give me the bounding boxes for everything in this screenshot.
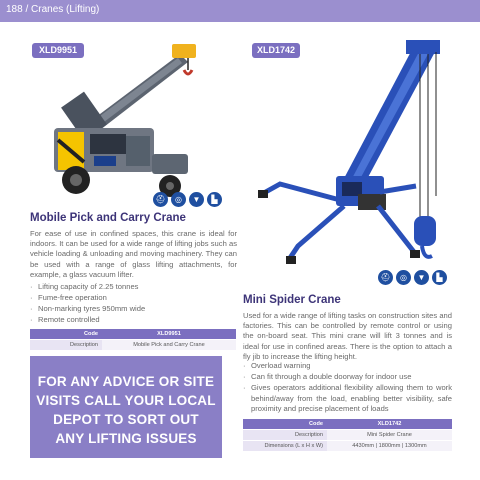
spec-value: XLD1742 <box>327 419 452 430</box>
advice-line: VISITS CALL YOUR LOCAL <box>36 393 216 408</box>
page-header <box>0 0 480 22</box>
breadcrumb: 188 / Cranes (Lifting) <box>6 4 100 15</box>
table-row <box>30 329 236 340</box>
feature-item: · Overload warning <box>243 361 452 371</box>
ppe-icons-left <box>153 192 222 207</box>
spec-label: Description <box>243 430 327 441</box>
mini-spider-crane-image <box>240 36 460 276</box>
product-title: Mini Spider Crane <box>243 294 341 306</box>
feature-item: · Remote controlled <box>30 314 237 325</box>
product-code-badge: XLD9951 <box>32 43 84 58</box>
spec-value: Mobile Pick and Carry Crane <box>102 340 236 351</box>
advice-banner <box>30 356 222 458</box>
table-row <box>30 340 236 351</box>
hard-hat-icon: ⛑ <box>378 270 393 285</box>
feature-item: · Gives operators additional flexibility allowing them to work behind/away from the load, enabling better visibility, safe proximity and precise placement of loads <box>243 383 452 414</box>
advice-text <box>30 372 222 448</box>
feature-item: · Fume-free operation <box>30 292 237 303</box>
hard-hat-icon: ⛑ <box>153 192 168 207</box>
spec-value: XLD9951 <box>102 329 236 340</box>
spec-label: Description <box>30 340 102 351</box>
pick-and-carry-crane-image <box>30 36 230 204</box>
feature-list <box>243 361 452 414</box>
safety-boots-icon: ▙ <box>207 192 222 207</box>
product-description: For ease of use in confined spaces, this crane is ideal for indoors. It can be used for a wide range of lifting jobs such as vehicle loading & unloading and moving machinery. They can be used with a range of glass lifting attachments, for example, a glass vacuum lifter. <box>30 229 237 279</box>
table-row <box>243 419 452 430</box>
advice-line: DEPOT TO SORT OUT <box>53 412 199 427</box>
ear-defenders-icon: ◎ <box>396 270 411 285</box>
spec-label: Dimensions (L x H x W) <box>243 441 327 452</box>
advice-line: ANY LIFTING ISSUES <box>55 431 197 446</box>
product-description: Used for a wide range of lifting tasks on construction sites and factories. This can be controlled by remote control or using the on-board seat. This mini crane will lift 3 tonnes and is ideal for use in confined areas. There is the option to attach a fly jib to increase the lifting height. <box>243 311 452 361</box>
hi-vis-vest-icon: ▼ <box>189 192 204 207</box>
feature-item: · Non-marking tyres 950mm wide <box>30 303 237 314</box>
table-row <box>243 441 452 452</box>
hi-vis-vest-icon: ▼ <box>414 270 429 285</box>
product-title: Mobile Pick and Carry Crane <box>30 212 186 224</box>
spec-value: 4430mm | 1800mm | 1300mm <box>327 441 452 452</box>
spec-table-left <box>30 329 236 351</box>
spec-label: Code <box>30 329 102 340</box>
ear-defenders-icon: ◎ <box>171 192 186 207</box>
spec-table-right <box>243 419 452 452</box>
spec-label: Code <box>243 419 327 430</box>
product-code-badge: XLD1742 <box>252 43 300 58</box>
safety-boots-icon: ▙ <box>432 270 447 285</box>
table-row <box>243 430 452 441</box>
feature-list <box>30 281 237 325</box>
ppe-icons-right <box>378 270 447 285</box>
advice-line: FOR ANY ADVICE OR SITE <box>37 374 215 389</box>
feature-item: · Lifting capacity of 2.25 tonnes <box>30 281 237 292</box>
feature-item: · Can fit through a double doorway for indoor use <box>243 372 452 382</box>
spec-value: Mini Spider Crane <box>327 430 452 441</box>
